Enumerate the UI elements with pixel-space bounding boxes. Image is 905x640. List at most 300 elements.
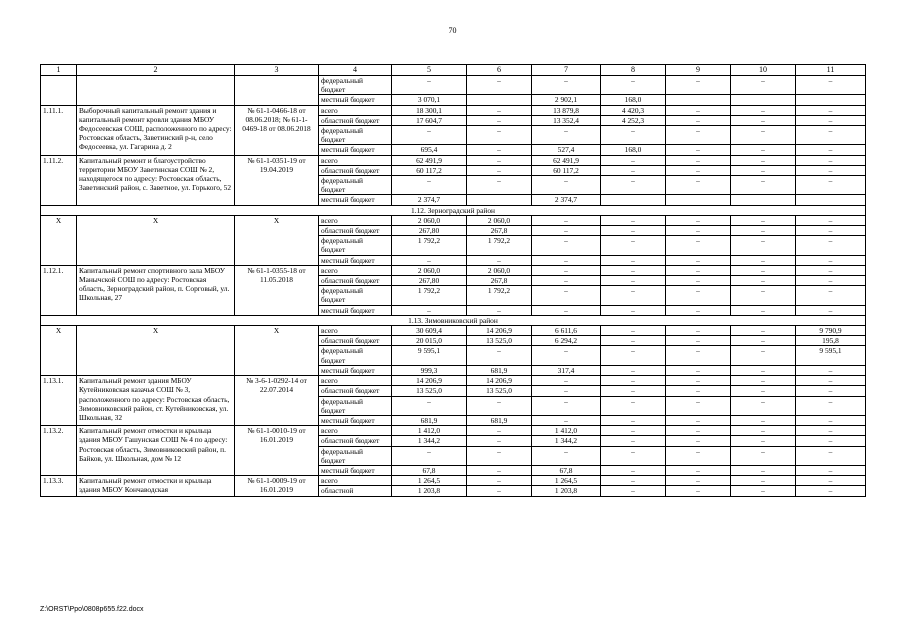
value-cell: – xyxy=(731,165,796,175)
column-header-cell: 2 xyxy=(77,65,235,76)
object-name-cell: X xyxy=(77,215,235,265)
value-cell: 1 264,5 xyxy=(532,476,601,486)
column-header-cell: 11 xyxy=(796,65,866,76)
funding-source-cell: всего xyxy=(319,326,392,336)
value-cell: – xyxy=(731,305,796,315)
value-cell: 67,8 xyxy=(392,465,467,475)
value-cell: – xyxy=(796,145,866,155)
value-cell: – xyxy=(796,126,866,145)
object-name-cell: Капитальный ремонт спортивного зала МБОУ Манычской СОШ по адресу: Ростовская область, Зерноградский район, п. Сорговый, ул. Школьная, 27 xyxy=(77,265,235,315)
value-cell: – xyxy=(532,236,601,255)
column-header-cell: 7 xyxy=(532,65,601,76)
value-cell: – xyxy=(601,286,666,305)
value-cell xyxy=(796,95,866,105)
value-cell: 267,8 xyxy=(467,226,532,236)
funding-source-cell: всего xyxy=(319,215,392,225)
value-cell: – xyxy=(666,446,731,465)
value-cell xyxy=(666,95,731,105)
column-header-cell: 10 xyxy=(731,65,796,76)
value-cell: – xyxy=(601,255,666,265)
funding-source-cell: местный бюджет xyxy=(319,305,392,315)
value-cell: – xyxy=(467,486,532,496)
value-cell: – xyxy=(532,255,601,265)
value-cell: – xyxy=(666,255,731,265)
table-row xyxy=(41,426,866,436)
item-number-cell: 1.11.1. xyxy=(41,105,77,155)
value-cell xyxy=(796,195,866,205)
value-cell: – xyxy=(796,436,866,446)
column-header-cell: 6 xyxy=(467,65,532,76)
value-cell: 13 352,4 xyxy=(532,115,601,125)
table-row xyxy=(41,326,866,336)
value-cell: – xyxy=(467,426,532,436)
value-cell: 1 792,2 xyxy=(392,286,467,305)
value-cell: – xyxy=(601,415,666,425)
object-name-cell: Капитальный ремонт здания МБОУ Кутейниковская казачья СОШ № 3, расположенного по адресу: Ростовская область, Зимовниковский район, ст. Кутейниковская, ул. Школьная, 32 xyxy=(77,376,235,426)
value-cell: – xyxy=(666,236,731,255)
value-cell: 695,4 xyxy=(392,145,467,155)
item-number-cell: X xyxy=(41,215,77,265)
value-cell: – xyxy=(601,305,666,315)
value-cell: – xyxy=(731,115,796,125)
funding-source-cell: федеральный бюджет xyxy=(319,126,392,145)
value-cell: 2 060,0 xyxy=(392,215,467,225)
section-row xyxy=(41,315,866,325)
document-number-cell: X xyxy=(235,326,319,376)
value-cell: – xyxy=(601,165,666,175)
value-cell: – xyxy=(392,255,467,265)
value-cell: 3 070,1 xyxy=(392,95,467,105)
object-name-cell: Капитальный ремонт отмостки и крыльца здания МБОУ Кончаводская xyxy=(77,476,235,496)
value-cell: 13 525,0 xyxy=(467,386,532,396)
value-cell: – xyxy=(601,76,666,95)
value-cell: – xyxy=(666,365,731,375)
value-cell: – xyxy=(467,176,532,195)
value-cell: – xyxy=(666,486,731,496)
value-cell: 999,3 xyxy=(392,365,467,375)
value-cell: – xyxy=(601,376,666,386)
value-cell: – xyxy=(796,155,866,165)
funding-source-cell: федеральный бюджет xyxy=(319,76,392,95)
value-cell: – xyxy=(467,105,532,115)
value-cell: – xyxy=(601,155,666,165)
value-cell: – xyxy=(796,286,866,305)
value-cell: – xyxy=(731,476,796,486)
value-cell: – xyxy=(796,226,866,236)
value-cell: – xyxy=(731,265,796,275)
table-row xyxy=(41,265,866,275)
table-row xyxy=(41,376,866,386)
value-cell: – xyxy=(392,396,467,415)
value-cell: 18 300,1 xyxy=(392,105,467,115)
value-cell: – xyxy=(467,126,532,145)
value-cell: 6 294,2 xyxy=(532,336,601,346)
value-cell: 60 117,2 xyxy=(532,165,601,175)
value-cell: 2 374,7 xyxy=(392,195,467,205)
column-header-cell: 3 xyxy=(235,65,319,76)
value-cell: 4 252,3 xyxy=(601,115,666,125)
value-cell: – xyxy=(796,365,866,375)
value-cell: – xyxy=(392,126,467,145)
value-cell: 267,8 xyxy=(467,276,532,286)
value-cell: – xyxy=(666,265,731,275)
value-cell: – xyxy=(731,145,796,155)
value-cell: – xyxy=(601,476,666,486)
value-cell: – xyxy=(796,476,866,486)
value-cell xyxy=(666,195,731,205)
value-cell: – xyxy=(532,396,601,415)
value-cell: 2 374,7 xyxy=(532,195,601,205)
value-cell: 2 060,0 xyxy=(392,265,467,275)
value-cell: – xyxy=(796,426,866,436)
value-cell: 9 595,1 xyxy=(392,346,467,365)
value-cell: 168,0 xyxy=(601,145,666,155)
column-header-cell: 4 xyxy=(319,65,392,76)
value-cell: – xyxy=(601,426,666,436)
value-cell: 267,80 xyxy=(392,226,467,236)
value-cell: – xyxy=(666,155,731,165)
value-cell: 195,8 xyxy=(796,336,866,346)
value-cell xyxy=(731,195,796,205)
value-cell: – xyxy=(666,276,731,286)
item-number-cell: X xyxy=(41,326,77,376)
section-title: 1.13. Зимовниковский район xyxy=(41,315,866,325)
value-cell: – xyxy=(392,176,467,195)
value-cell: – xyxy=(731,365,796,375)
document-number-cell: № 61-1-0466-18 от 08.06.2018; № 61-1-0469-18 от 08.06.2018 xyxy=(235,105,319,155)
value-cell: – xyxy=(601,486,666,496)
value-cell: – xyxy=(532,305,601,315)
value-cell: 14 206,9 xyxy=(467,376,532,386)
value-cell: – xyxy=(666,145,731,155)
value-cell xyxy=(731,95,796,105)
value-cell: – xyxy=(666,176,731,195)
value-cell: 1 203,8 xyxy=(392,486,467,496)
value-cell: – xyxy=(601,236,666,255)
value-cell: 14 206,9 xyxy=(392,376,467,386)
section-title: 1.12. Зерноградский район xyxy=(41,205,866,215)
item-number-cell: 1.11.2. xyxy=(41,155,77,205)
value-cell: 1 792,2 xyxy=(467,286,532,305)
funding-source-cell: федеральный бюджет xyxy=(319,236,392,255)
funding-source-cell: областной бюджет xyxy=(319,436,392,446)
value-cell: – xyxy=(796,386,866,396)
value-cell: – xyxy=(731,426,796,436)
value-cell: 1 412,0 xyxy=(532,426,601,436)
column-header-cell: 1 xyxy=(41,65,77,76)
value-cell: 14 206,9 xyxy=(467,326,532,336)
file-path-footer: Z:\ORST\Ppo\0808p655.f22.docx xyxy=(40,606,144,613)
value-cell: 2 902,1 xyxy=(532,95,601,105)
value-cell: – xyxy=(532,446,601,465)
value-cell: – xyxy=(467,436,532,446)
value-cell: – xyxy=(467,476,532,486)
funding-source-cell: федеральный бюджет xyxy=(319,446,392,465)
funding-source-cell: всего xyxy=(319,426,392,436)
document-number-cell: № 61-1-0355-18 от 11.05.2018 xyxy=(235,265,319,315)
value-cell: – xyxy=(666,305,731,315)
object-name-cell: Капитальный ремонт отмостки и крыльца здания МБОУ Гашунская СОШ № 4 по адресу: Ростовская область, Зимовниковский район, п. Байков, ул. Школьная, дом № 12 xyxy=(77,426,235,476)
value-cell: – xyxy=(731,446,796,465)
value-cell: 17 604,7 xyxy=(392,115,467,125)
value-cell: 30 609,4 xyxy=(392,326,467,336)
value-cell: 13 525,0 xyxy=(392,386,467,396)
value-cell: – xyxy=(467,165,532,175)
funding-source-cell: местный бюджет xyxy=(319,145,392,155)
value-cell: – xyxy=(731,76,796,95)
item-number-cell xyxy=(41,76,77,106)
value-cell: – xyxy=(666,126,731,145)
value-cell: – xyxy=(796,446,866,465)
value-cell: – xyxy=(731,486,796,496)
value-cell: – xyxy=(731,236,796,255)
page-number: 70 xyxy=(448,26,457,35)
value-cell: – xyxy=(666,105,731,115)
value-cell: – xyxy=(601,226,666,236)
document-number-cell xyxy=(235,76,319,106)
value-cell: – xyxy=(532,376,601,386)
value-cell: – xyxy=(532,276,601,286)
value-cell: – xyxy=(601,265,666,275)
value-cell: – xyxy=(601,465,666,475)
funding-source-cell: местный бюджет xyxy=(319,255,392,265)
value-cell: – xyxy=(796,376,866,386)
value-cell: – xyxy=(731,465,796,475)
funding-source-cell: федеральный бюджет xyxy=(319,176,392,195)
value-cell: 317,4 xyxy=(532,365,601,375)
funding-source-cell: областной xyxy=(319,486,392,496)
value-cell: – xyxy=(796,255,866,265)
funding-source-cell: областной бюджет xyxy=(319,276,392,286)
funding-source-cell: областной бюджет xyxy=(319,165,392,175)
value-cell: – xyxy=(666,415,731,425)
value-cell: – xyxy=(532,286,601,305)
value-cell: 1 792,2 xyxy=(392,236,467,255)
column-header-cell: 8 xyxy=(601,65,666,76)
value-cell: – xyxy=(666,336,731,346)
value-cell: – xyxy=(796,465,866,475)
table-row xyxy=(41,76,866,95)
funding-source-cell: всего xyxy=(319,376,392,386)
value-cell: – xyxy=(731,276,796,286)
funding-source-cell: федеральный бюджет xyxy=(319,396,392,415)
item-number-cell: 1.12.1. xyxy=(41,265,77,315)
value-cell: 2 060,0 xyxy=(467,265,532,275)
value-cell: – xyxy=(731,155,796,165)
value-cell: – xyxy=(532,346,601,365)
value-cell: – xyxy=(666,165,731,175)
value-cell: 267,80 xyxy=(392,276,467,286)
value-cell: 13 525,0 xyxy=(467,336,532,346)
value-cell: 13 879,8 xyxy=(532,105,601,115)
funding-source-cell: областной бюджет xyxy=(319,336,392,346)
section-row xyxy=(41,205,866,215)
value-cell: – xyxy=(532,386,601,396)
column-header-row xyxy=(41,65,866,76)
value-cell: – xyxy=(666,346,731,365)
value-cell: – xyxy=(532,76,601,95)
value-cell: – xyxy=(467,115,532,125)
value-cell: – xyxy=(601,346,666,365)
value-cell: – xyxy=(532,265,601,275)
value-cell: – xyxy=(601,326,666,336)
document-number-cell: № 61-1-0351-19 от 19.04.2019 xyxy=(235,155,319,205)
value-cell: – xyxy=(467,465,532,475)
value-cell xyxy=(601,195,666,205)
value-cell: – xyxy=(796,396,866,415)
value-cell: – xyxy=(796,276,866,286)
document-number-cell: № 61-1-0009-19 от 16.01.2019 xyxy=(235,476,319,496)
value-cell: – xyxy=(731,255,796,265)
table-body xyxy=(41,65,866,497)
value-cell: 9 595,1 xyxy=(796,346,866,365)
value-cell: 681,9 xyxy=(467,365,532,375)
object-name-cell: Капитальный ремонт и благоустройство территории МБОУ Заветинская СОШ № 2, находящегося по адресу: Ростовская область, Заветинский район, с. Заветное, ул. Горького, 52 xyxy=(77,155,235,205)
funding-source-cell: областной бюджет xyxy=(319,226,392,236)
value-cell: – xyxy=(666,426,731,436)
value-cell: 60 117,2 xyxy=(392,165,467,175)
value-cell: – xyxy=(601,365,666,375)
value-cell: – xyxy=(796,265,866,275)
column-header-cell: 5 xyxy=(392,65,467,76)
table-row xyxy=(41,476,866,486)
value-cell: – xyxy=(796,215,866,225)
value-cell: – xyxy=(731,436,796,446)
value-cell: – xyxy=(392,305,467,315)
value-cell: – xyxy=(731,105,796,115)
funding-source-cell: федеральный бюджет xyxy=(319,286,392,305)
value-cell: – xyxy=(532,126,601,145)
table-row xyxy=(41,155,866,165)
value-cell: – xyxy=(666,465,731,475)
value-cell: – xyxy=(392,446,467,465)
value-cell: – xyxy=(467,305,532,315)
value-cell: – xyxy=(467,76,532,95)
value-cell: – xyxy=(392,76,467,95)
value-cell: – xyxy=(601,436,666,446)
value-cell: – xyxy=(601,446,666,465)
funding-source-cell: местный бюджет xyxy=(319,465,392,475)
funding-source-cell: всего xyxy=(319,105,392,115)
value-cell xyxy=(467,195,532,205)
funding-source-cell: областной бюджет xyxy=(319,115,392,125)
value-cell: – xyxy=(532,226,601,236)
value-cell: – xyxy=(796,76,866,95)
value-cell: – xyxy=(731,286,796,305)
value-cell: – xyxy=(731,386,796,396)
funding-source-cell: местный бюджет xyxy=(319,415,392,425)
value-cell: – xyxy=(666,326,731,336)
value-cell: 1 792,2 xyxy=(467,236,532,255)
value-cell xyxy=(467,95,532,105)
table-row xyxy=(41,215,866,225)
value-cell: 2 060,0 xyxy=(467,215,532,225)
value-cell: – xyxy=(666,215,731,225)
value-cell: – xyxy=(731,326,796,336)
value-cell: – xyxy=(467,396,532,415)
value-cell: – xyxy=(666,436,731,446)
object-name-cell: X xyxy=(77,326,235,376)
value-cell: – xyxy=(601,386,666,396)
document-number-cell: № 3-6-1-0292-14 от 22.07.2014 xyxy=(235,376,319,426)
value-cell: – xyxy=(666,386,731,396)
value-cell: – xyxy=(532,415,601,425)
item-number-cell: 1.13.1. xyxy=(41,376,77,426)
value-cell: – xyxy=(796,415,866,425)
value-cell: 62 491,9 xyxy=(532,155,601,165)
value-cell: 1 203,8 xyxy=(532,486,601,496)
funding-source-cell: местный бюджет xyxy=(319,195,392,205)
value-cell: – xyxy=(796,236,866,255)
funding-source-cell: всего xyxy=(319,155,392,165)
value-cell: – xyxy=(731,346,796,365)
value-cell: – xyxy=(666,226,731,236)
value-cell: – xyxy=(796,105,866,115)
value-cell: 1 264,5 xyxy=(392,476,467,486)
funding-source-cell: федеральный бюджет xyxy=(319,346,392,365)
value-cell: – xyxy=(467,446,532,465)
value-cell: – xyxy=(796,176,866,195)
value-cell: – xyxy=(467,346,532,365)
value-cell: – xyxy=(467,255,532,265)
object-name-cell xyxy=(77,76,235,106)
funding-source-cell: всего xyxy=(319,476,392,486)
item-number-cell: 1.13.2. xyxy=(41,426,77,476)
item-number-cell: 1.13.3. xyxy=(41,476,77,496)
value-cell: – xyxy=(601,176,666,195)
value-cell: 1 344,2 xyxy=(532,436,601,446)
value-cell: 1 344,2 xyxy=(392,436,467,446)
funding-source-cell: областной бюджет xyxy=(319,386,392,396)
value-cell: – xyxy=(731,396,796,415)
value-cell: 67,8 xyxy=(532,465,601,475)
value-cell: – xyxy=(666,396,731,415)
value-cell: – xyxy=(666,476,731,486)
value-cell: 20 015,0 xyxy=(392,336,467,346)
funding-source-cell: всего xyxy=(319,265,392,275)
value-cell: – xyxy=(796,115,866,125)
table-row xyxy=(41,105,866,115)
funding-source-cell: местный бюджет xyxy=(319,95,392,105)
value-cell: 1 412,0 xyxy=(392,426,467,436)
value-cell: – xyxy=(731,415,796,425)
value-cell: – xyxy=(601,126,666,145)
object-name-cell: Выборочный капитальный ремонт здания и капитальный ремонт кровли здания МБОУ Федосеевская СОШ, расположенного по адресу: Ростовская область, Заветинский р-н, село Федосеевка, ул. Гагарина д. 2 xyxy=(77,105,235,155)
value-cell: – xyxy=(601,215,666,225)
document-number-cell: № 61-1-0010-19 от 16.01.2019 xyxy=(235,426,319,476)
value-cell: 527,4 xyxy=(532,145,601,155)
value-cell: 168,0 xyxy=(601,95,666,105)
value-cell: – xyxy=(666,76,731,95)
value-cell: – xyxy=(731,215,796,225)
value-cell: 681,9 xyxy=(467,415,532,425)
value-cell: – xyxy=(532,176,601,195)
funding-source-cell: местный бюджет xyxy=(319,365,392,375)
value-cell: 9 790,9 xyxy=(796,326,866,336)
value-cell: – xyxy=(532,215,601,225)
value-cell: – xyxy=(666,376,731,386)
value-cell: – xyxy=(731,226,796,236)
document-number-cell: X xyxy=(235,215,319,265)
column-header-cell: 9 xyxy=(666,65,731,76)
value-cell: – xyxy=(796,486,866,496)
value-cell: – xyxy=(666,286,731,305)
value-cell: – xyxy=(796,165,866,175)
value-cell: – xyxy=(601,336,666,346)
value-cell: – xyxy=(601,396,666,415)
value-cell: – xyxy=(601,276,666,286)
value-cell: – xyxy=(731,176,796,195)
